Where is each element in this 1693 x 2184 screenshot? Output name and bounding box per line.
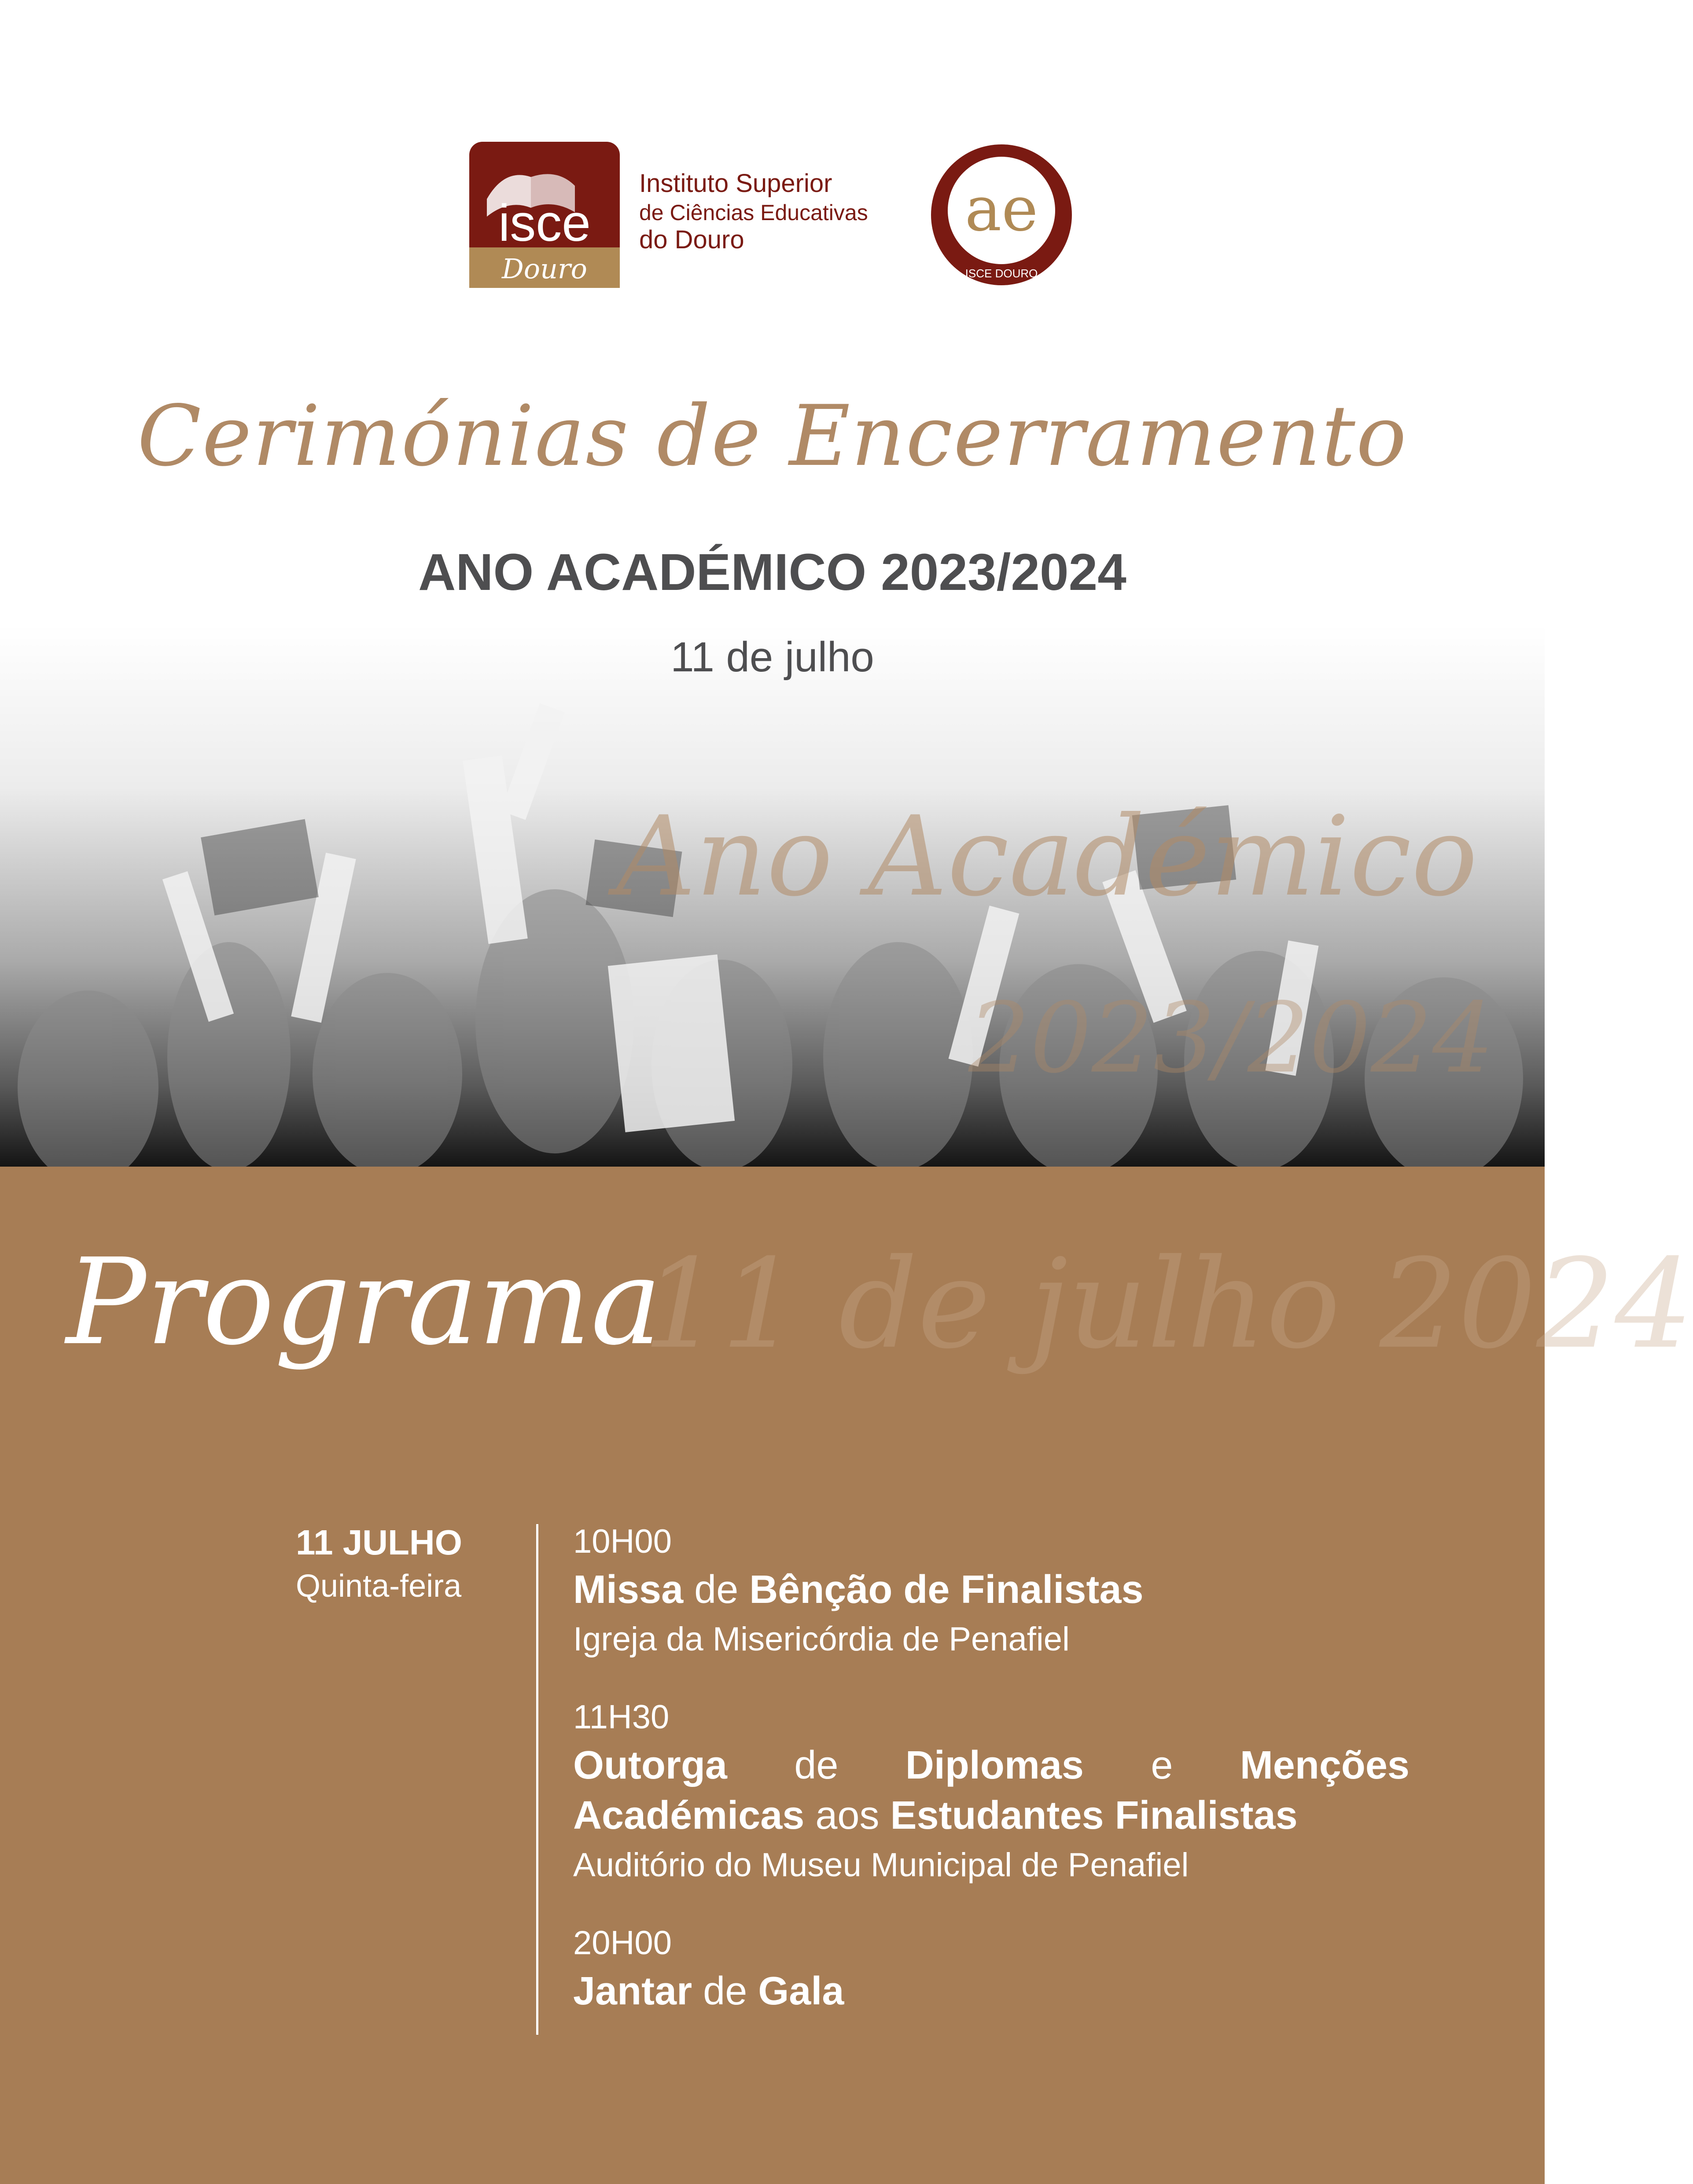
douro-logo-text: Douro xyxy=(502,253,587,285)
event-title: Missa de Bênção de Finalistas xyxy=(573,1567,1144,1612)
photo-watermark-ano-academico: Ano Académico xyxy=(616,792,1478,921)
program-date-watermark: 11 de julho 2024 xyxy=(643,1233,1693,1376)
event-time: 20H00 xyxy=(573,1924,672,1962)
event-place: Auditório do Museu Municipal de Penafiel xyxy=(573,1846,1189,1884)
institution-name xyxy=(639,171,868,253)
institution-line-3: do Douro xyxy=(639,225,744,254)
photo-watermark-year: 2023/2024 xyxy=(968,982,1494,1094)
event-item xyxy=(573,1925,1410,2016)
ceremony-date: 11 de julho xyxy=(670,633,874,681)
event-title: Jantar de Gala xyxy=(573,1969,844,2014)
isce-logo-text: isce xyxy=(498,194,591,252)
institution-line-1: Instituto Superior xyxy=(639,169,832,198)
ae-logo-ring-text: ISCE DOURO xyxy=(965,267,1038,280)
ceremony-script-title: Cerimónias de Encerramento xyxy=(137,387,1408,485)
academic-year-heading: ANO ACADÉMICO 2023/2024 xyxy=(418,543,1126,601)
event-item xyxy=(573,1523,1410,1659)
event-time: 11H30 xyxy=(573,1698,670,1736)
event-item xyxy=(573,1699,1410,1885)
event-place: Igreja da Misericórdia de Penafiel xyxy=(573,1620,1070,1658)
event-time: 10H00 xyxy=(573,1523,672,1560)
isce-douro-logo xyxy=(469,142,620,288)
event-title: Outorga de Diplomas e Menções Académicas aos Estudantes Finalistas xyxy=(573,1743,1410,1838)
program-events xyxy=(573,1523,1410,2056)
ae-isce-douro-logo xyxy=(927,140,1076,290)
program-weekday: Quinta-feira xyxy=(296,1569,462,1604)
institution-line-2: de Ciências Educativas xyxy=(639,200,868,225)
program-title: Programa xyxy=(66,1233,662,1371)
program-day: 11 JULHO xyxy=(296,1523,462,1562)
ae-logo-letters: ae xyxy=(964,173,1038,245)
timeline-divider xyxy=(536,1524,538,2035)
